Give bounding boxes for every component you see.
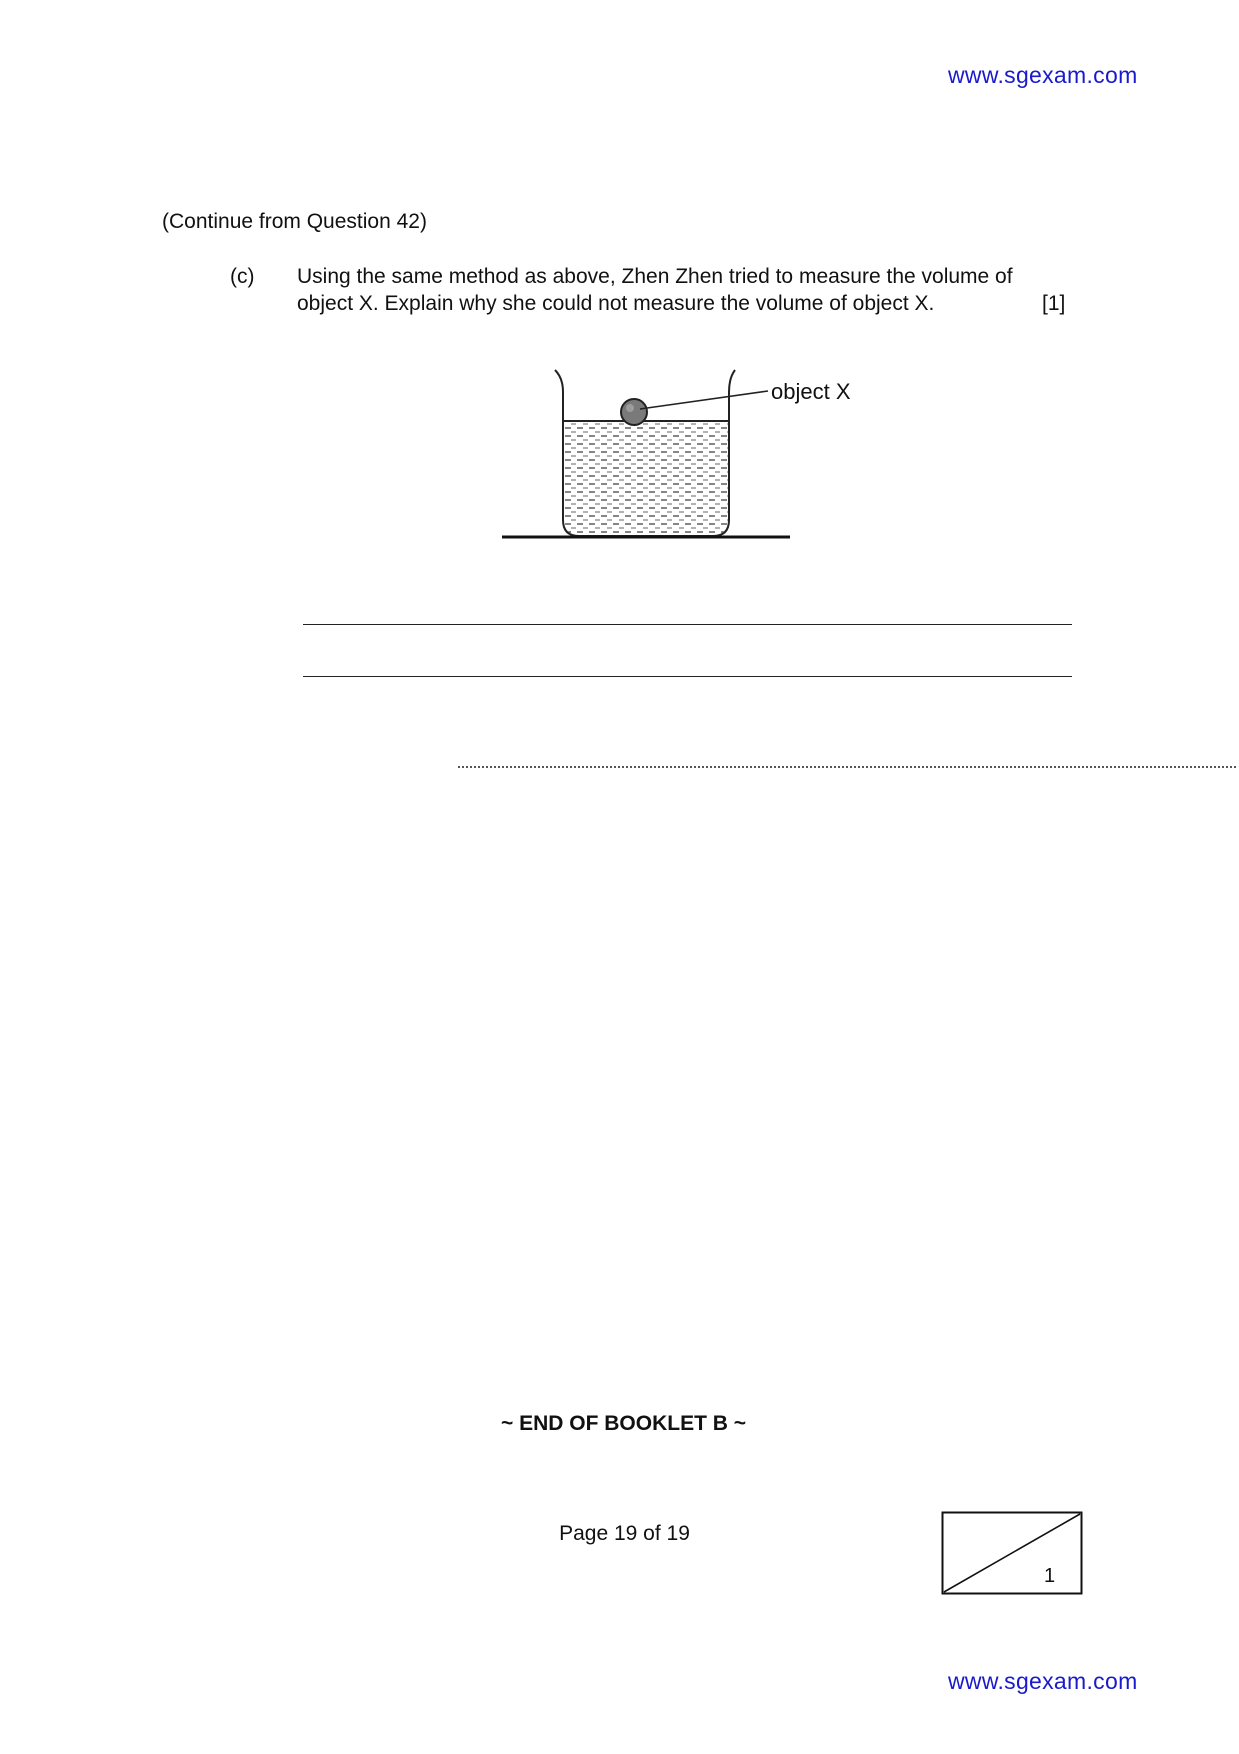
dotted-divider [458,766,1236,768]
continuation-note: (Continue from Question 42) [162,210,427,233]
question-text-line-1: Using the same method as above, Zhen Zhen tried to measure the volume of [297,265,1013,288]
answer-line-1[interactable] [303,624,1072,625]
marks-awarded: 1 [1044,1565,1056,1587]
beaker-diagram [0,0,1239,560]
page-number: Page 19 of 19 [559,1522,690,1545]
marks-box [941,1511,1083,1595]
object-x-leader-line [640,391,768,409]
marks-allocation: [1] [1042,292,1066,315]
answer-line-2[interactable] [303,676,1072,677]
question-part-label: (c) [230,265,255,288]
object-x-label: object X [771,379,851,404]
end-of-booklet-text: ~ END OF BOOKLET B ~ [500,1412,747,1435]
website-link-top[interactable]: www.sgexam.com [948,62,1138,88]
question-text-line-2: object X. Explain why she could not measure the volume of object X. [297,292,935,315]
object-x [621,399,647,425]
marks-box-diagonal [944,1514,1080,1592]
website-link-bottom[interactable]: www.sgexam.com [948,1668,1138,1694]
